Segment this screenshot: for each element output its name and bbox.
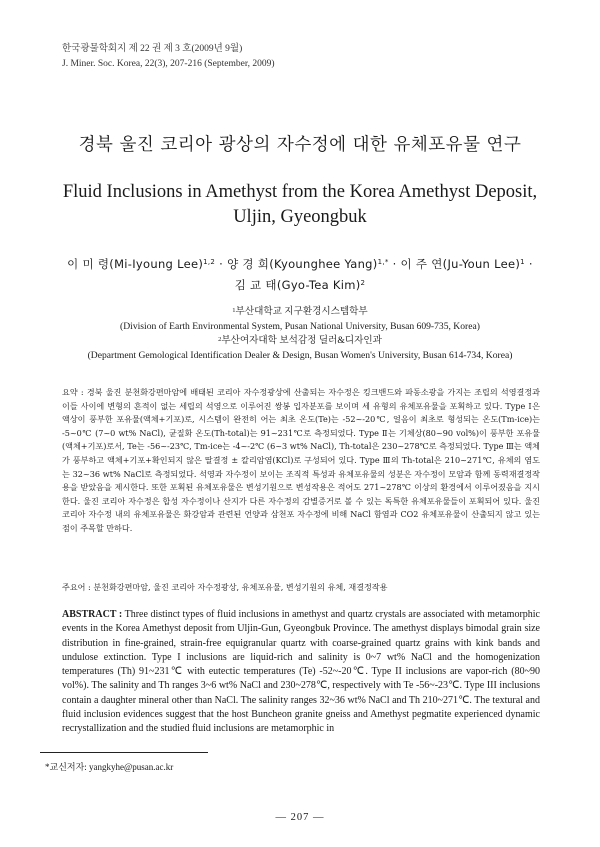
- author-line-1: [30, 254, 570, 275]
- affiliation-2-english: (Department Gemological Identification Dealer & Design, Busan Women's University, Busan 614-734, Korea): [87, 349, 513, 361]
- author-affil-mark: 2: [360, 279, 366, 287]
- affiliation-2-korean: [20, 334, 580, 349]
- abstract-label: ABSTRACT :: [62, 609, 123, 620]
- affiliation-1-english: (Division of Earth Environmental System, Pusan National University, Busan 609-735, Korea): [120, 320, 480, 332]
- affiliation-text: 부산여자대학 보석감정 딜러&디자인과: [221, 335, 382, 346]
- journal-header-english: J. Miner. Soc. Korea, 22(3), 207-216 (September, 2009): [62, 59, 275, 69]
- author-affil-mark: 1,*: [377, 258, 389, 266]
- author-name: 이 미 령(Mi-Iyoung Lee): [67, 257, 204, 271]
- author-separator: ·: [388, 257, 401, 271]
- author-affil-mark: 1: [520, 258, 525, 266]
- author-name: 양 경 희(Kyounghee Yang): [227, 257, 378, 271]
- footnote-divider: [40, 752, 208, 753]
- title-korean: 경북 울진 코리아 광상의 자수정에 대한 유체포유물 연구: [78, 135, 522, 155]
- author-name: 김 교 태(Gyo-Tea Kim): [234, 278, 361, 292]
- affiliation-mark: 2: [218, 336, 222, 343]
- journal-header-korean: 한국광물학회지 제 22 권 제 3 호(2009년 9월): [62, 44, 243, 54]
- author-list: [30, 254, 570, 296]
- page-number: — 207 —: [275, 812, 325, 823]
- author-line-2: [30, 275, 570, 296]
- keywords-korean: 주요어 : 분천화강편마암, 울진 코리아 자수정광상, 유체포유물, 변성기원의 유체, 재결정작용: [62, 582, 388, 592]
- abstract-english: [62, 608, 540, 737]
- abstract-english-text: Three distinct types of fluid inclusions in amethyst and quartz crystals are associated with metamorphic events in the Korea Amethyst deposit from Uljin-Gun, Gyeongbuk Province. The amethyst displays bimodal grain size distribution in fine-grained, strain-free equigranular quartz with coarse-grained quartz grains with kink bands and undulose extinction. Type I inclusions are liquid-rich and salinity is 0~7 wt% NaCl and the homogenization temperatures (Th) 91~231℃ with eutectic temperatures (Te) -52~-20℃. Type II inclusions are vapor-rich (80~90 vol%). The salinity and Th ranges 3~6 wt% NaCl and 230~278℃, respectively with Te -56~-23℃. Type III inclusions contain a daughter mineral other than NaCl. The salinity ranges 32~36 wt% NaCl and Th 210~271℃. The textural and fluid inclusion evidences suggest that the host Buncheon granite gneiss and Amethyst pegmatite experienced dynamic recrystallization and the studied fluid inclusions are metamorphic in: [62, 609, 540, 735]
- affiliation-mark: 1: [232, 307, 236, 314]
- affiliations: [20, 305, 580, 363]
- abstract-korean: 요약 : 경북 울진 분천화강편마암에 배태된 코리아 자수정광상에 산출되는 자수정은 킹크밴드와 파동소광을 가지는 조립의 석영결정과 이들 사이에 변형의 흔적이 없는 세립의 석영으로 이루어진 쌍봉 입자분포를 보이며 세 유형의 유체포유물을 포획하고 있다. Type Ⅰ은 액상이 풍부한 포유물(액체+기포)로, 시스템이 완전히 어는 최초 온도(Te)는 -52~-20℃, 얼음이 최초로 형성되는 온도(Tm-ice)는 -5~0℃ (7~0 wt% NaCl), 균질화 온도(Th-total)는 91~231℃로 측정되었다. Type Ⅱ는 기체상(80~90 vol%)이 풍부한 포유물(액체+기포)로서, Te는 -56~-23℃, Tm-ice는 -4~-2℃ (6~3 wt% NaCl), Th-total은 230~278℃로 측정되었다. Type Ⅲ는 액체가 풍부하고 액체+기포+확인되지 않은 딸결정 ± 칼리암염(KCl)로 구성되어 있다. Type Ⅲ의 Th-total은 210~271℃, 유체의 염도는 32~36 wt% NaCl로 측정되었다. 석영과 자수정이 보이는 조직적 특성과 유체포유물의 성분은 자수정이 모암과 함께 동력재결정작용을 받았음을 제시한다. 또한 포획된 유체포유물은 변성기원으로 변성작용은 적어도 271~278℃ 이상의 환경에서 이루어졌음을 지시한다. 울진 코리아 자수정은 합성 자수정이나 산지가 다른 자수정의 감별증거로 볼 수 있는 독특한 유체포유물들이 포획되어 있다. 울진 코리아 자수정 내의 유체포유물은 화강암과 관련된 언양과 삼천포 자수정에 비해 NaCl 함염과 CO2 유체포유물이 산출되지 않고 있는 점이 주목할 만하다.: [62, 387, 540, 533]
- journal-header: [62, 42, 275, 72]
- corresponding-author-footnote: *교신저자: yangkyhe@pusan.ac.kr: [45, 762, 174, 772]
- author-separator: ·: [524, 257, 533, 271]
- affiliation-text: 부산대학교 지구환경시스템학부: [235, 306, 368, 317]
- affiliation-1-korean: [20, 305, 580, 320]
- author-name: 이 주 연(Ju-Youn Lee): [400, 257, 521, 271]
- title-english: Fluid Inclusions in Amethyst from the Korea Amethyst Deposit, Uljin, Gyeongbuk: [62, 182, 538, 227]
- author-separator: ·: [215, 257, 228, 271]
- author-affil-mark: 1,2: [203, 258, 216, 266]
